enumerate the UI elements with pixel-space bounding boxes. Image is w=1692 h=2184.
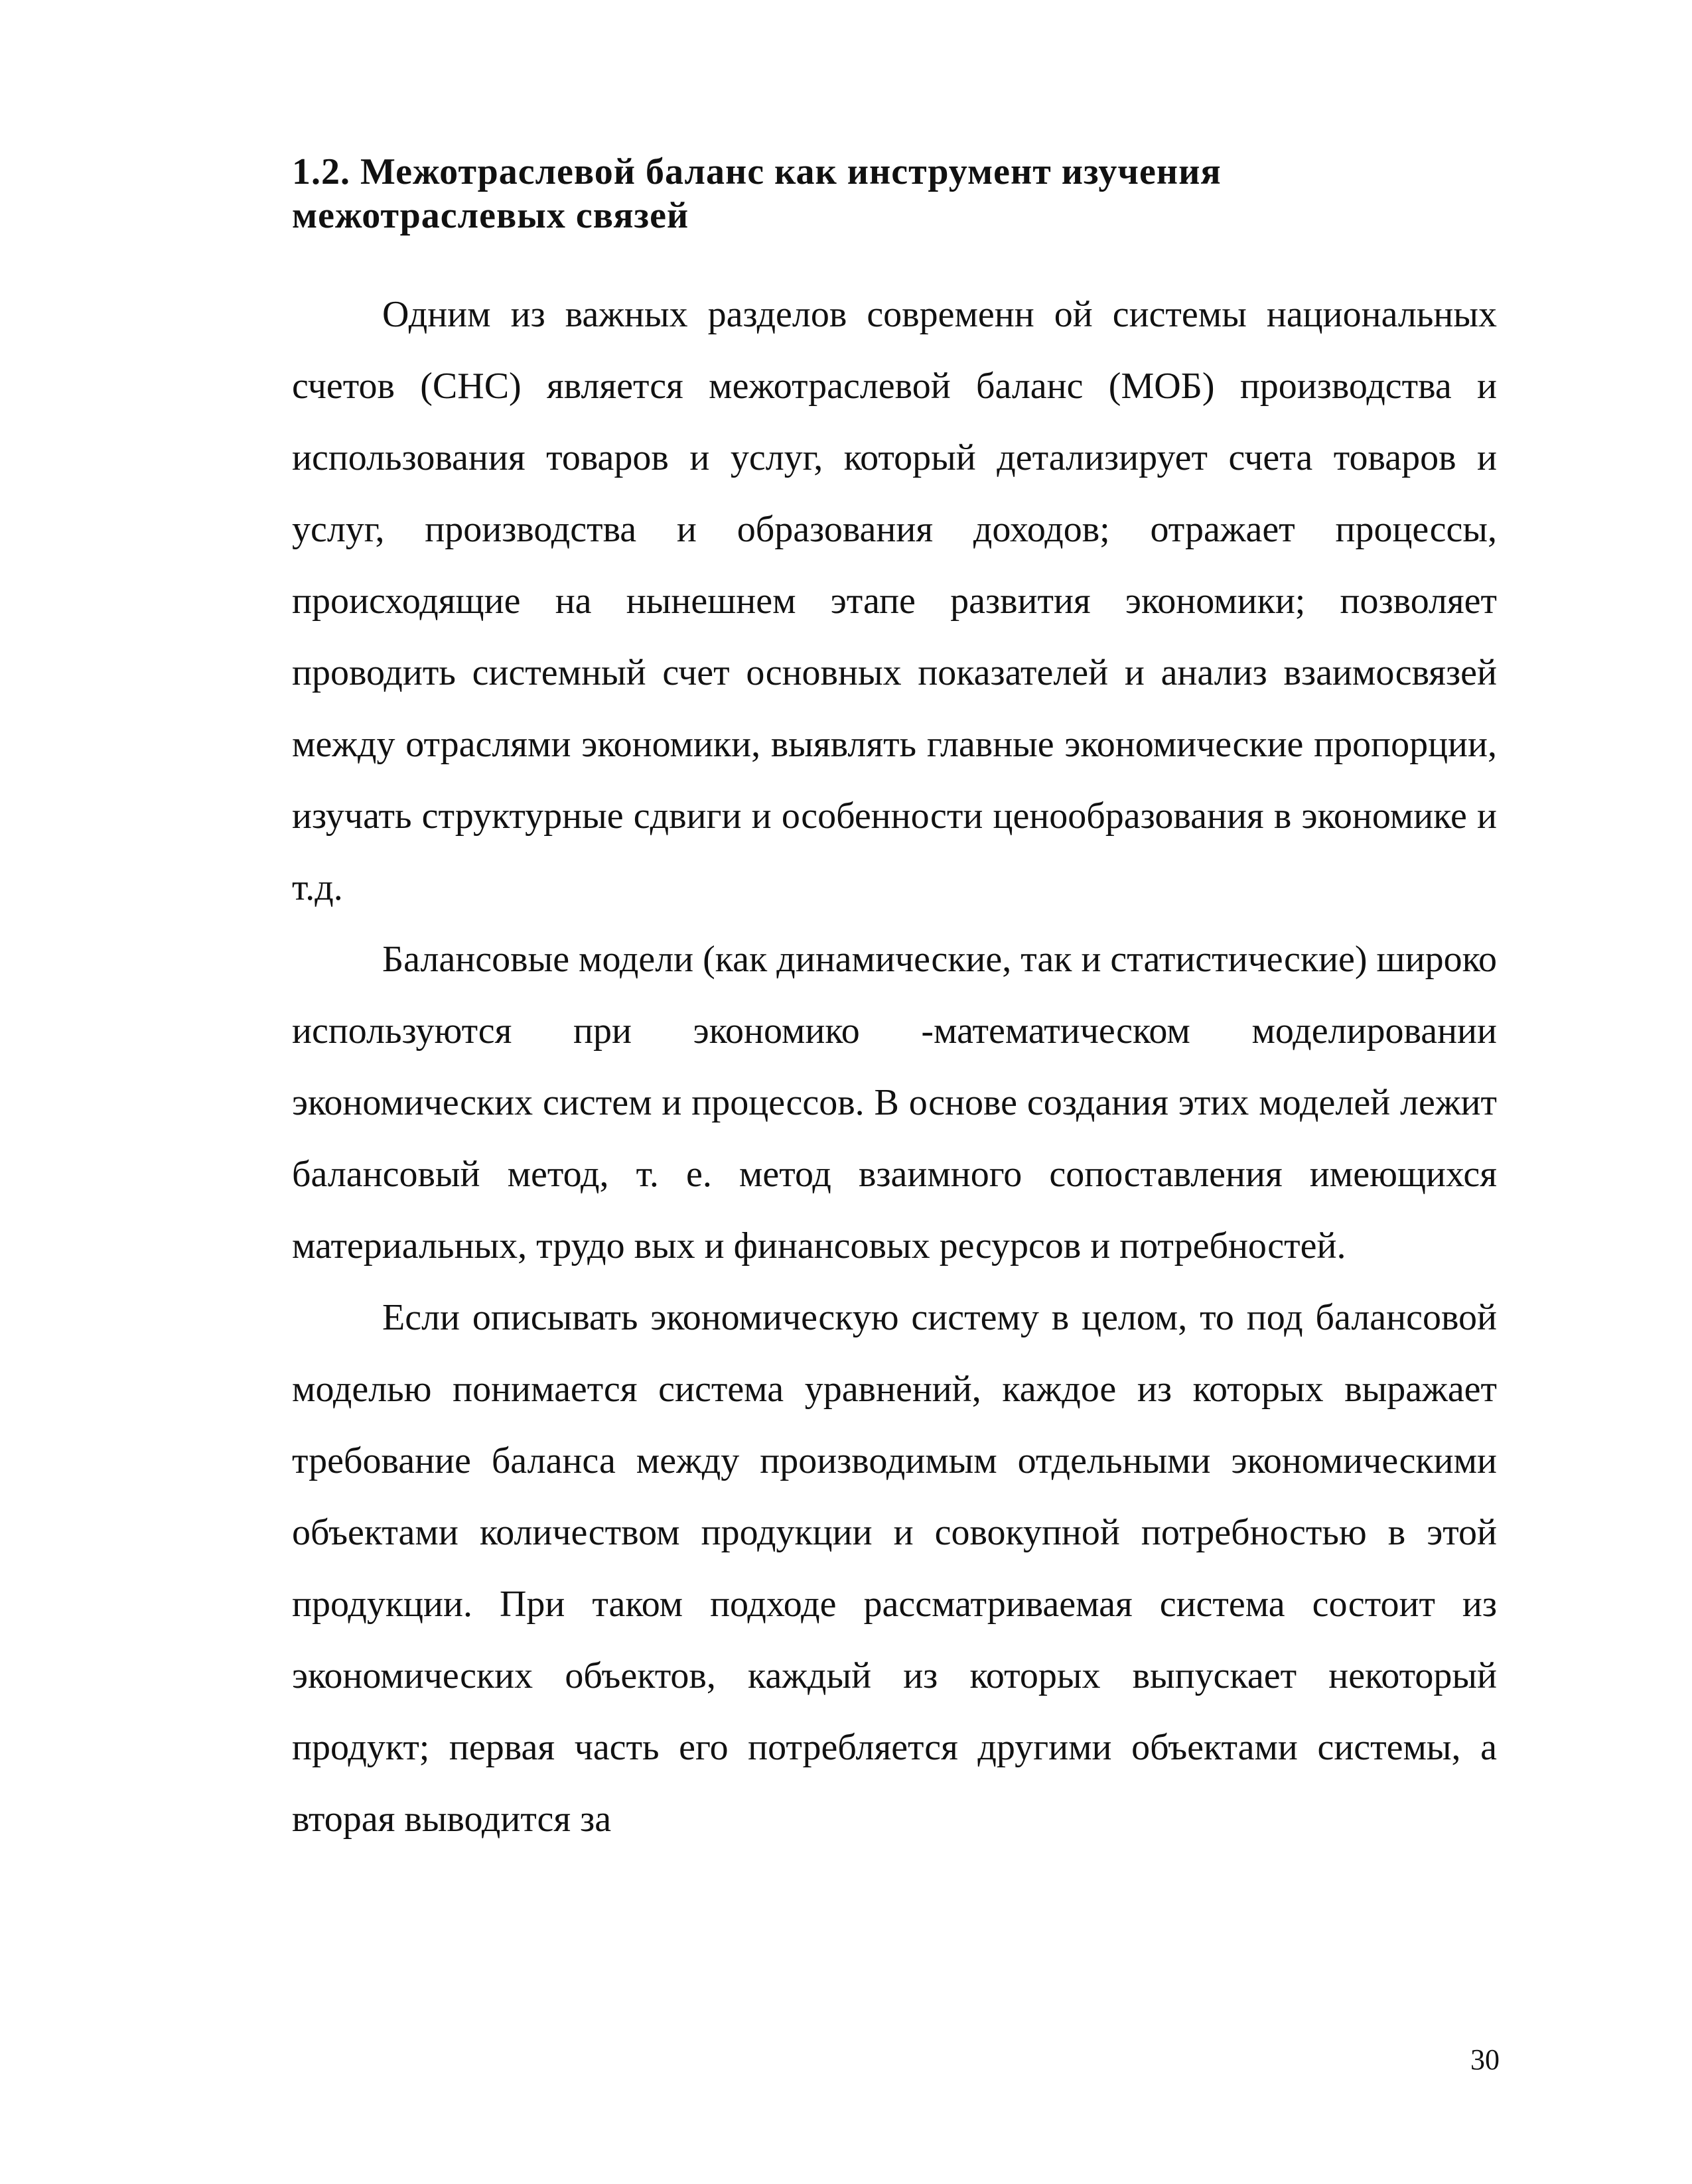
body-text — [292, 279, 1497, 1855]
paragraph-2: Балансовые модели (как динамические, так и статистические) широко используются при экономико -математическом моделировании экономических систем и процессов. В основе создания этих моделей лежит балансовый метод, т. е. метод взаимного сопоставления имеющихся материальных, трудо вых и финансовых ресурсов и потребностей. — [292, 939, 1497, 1266]
paragraph-3: Если описывать экономическую систему в целом, то под балансовой моделью понимается система уравнений, каждое из которых выражает требование баланса между производимым отдельными экономическими объектами количеством продукции и совокупной потребностью в этой продукции. При таком подходе рассматриваемая система состоит из экономических объектов, каждый из которых выпускает некоторый продукт; первая часть его потребляется другими объектами системы, а вторая выводится за — [292, 1297, 1497, 1840]
section-heading: 1.2. Межотраслевой баланс как инструмент изучения межотраслевых связей — [292, 151, 1222, 236]
paragraph-1: Одним из важных разделов современн ой системы национальных счетов (СНС) является межотраслевой баланс (МОБ) производства и использования товаров и услуг, который детализирует счета товаров и услуг, производства и образования доходов; отражает процессы, происходящие на нынешнем этапе развития экономики; позволяет проводить системный счет основных показателей и анализ взаимосвязей между отраслями экономики, выявлять главные экономические пропорции, изучать структурные сдвиги и особенности ценообразования в экономике и т.д. — [292, 294, 1497, 908]
page-number: 30 — [1470, 2043, 1500, 2076]
